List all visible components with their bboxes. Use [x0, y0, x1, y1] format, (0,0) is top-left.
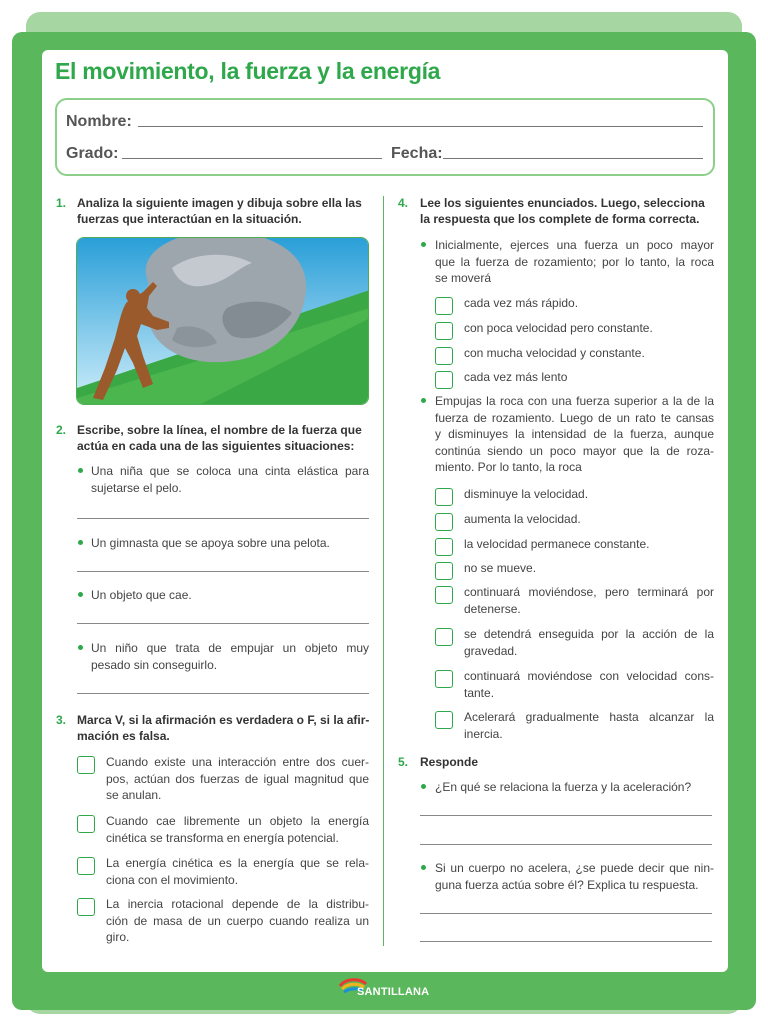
q4a-option-4-checkbox[interactable]: [435, 371, 453, 389]
q2-answer-line-3[interactable]: [77, 623, 369, 624]
bullet: [78, 592, 83, 597]
q4-statement-a: Inicialmente, ejerces una fuerza un poco mayor que la fuerza de rozamiento; por lo tanto, la roca se moverá: [435, 238, 714, 285]
q4a-option-1-checkbox[interactable]: [435, 297, 453, 315]
publisher-name: SANTILLANA: [357, 986, 430, 998]
q4a-option-3: con mucha velocidad y constante.: [464, 346, 645, 360]
question-2-text: Escribe, sobre la línea, el nombre de la fuerza que actúa en cada una de las siguientes situaciones:: [77, 423, 362, 453]
question-1-number: 1.: [56, 196, 67, 210]
bullet: [421, 242, 426, 247]
column-divider: [383, 196, 384, 946]
bullet: [78, 468, 83, 473]
question-4-text: Lee los siguientes enunciados. Luego, selecciona la respuesta que los complete de forma correcta.: [420, 196, 705, 226]
q2-item-2: Un gimnasta que se apoya sobre una pelota.: [91, 536, 330, 550]
name-field[interactable]: [138, 126, 703, 127]
q4b-option-4-checkbox[interactable]: [435, 562, 453, 580]
q3-checkbox-2[interactable]: [77, 815, 95, 833]
q4a-option-2-checkbox[interactable]: [435, 322, 453, 340]
q4b-option-2: aumenta la velocidad.: [464, 512, 581, 526]
q2-item-3: Un objeto que cae.: [91, 588, 192, 602]
q4b-option-1: disminuye la velocidad.: [464, 487, 589, 501]
bullet: [78, 645, 83, 650]
q4-statement-b: Empujas la roca con una fuerza superior a la de la fuerza de rozamiento. Luego de un rato te cansas y disminuyes la intensidad de la fuerza, aunque continúa siendo un poco mayor que la de roza- miento. Por lo tanto, la roca: [435, 394, 714, 474]
name-label: Nombre:: [66, 113, 132, 130]
q2-item-1: Una niña que se coloca una cinta elástica para sujetarse el pelo.: [91, 464, 369, 495]
q4a-option-3-checkbox[interactable]: [435, 347, 453, 365]
student-info-box: [55, 98, 715, 176]
q4b-option-6: se detendrá enseguida por la acción de la gravedad.: [464, 627, 714, 658]
q4a-option-4: cada vez más lento: [464, 370, 568, 384]
q5-answer-line-4[interactable]: [420, 941, 712, 942]
q4b-option-2-checkbox[interactable]: [435, 513, 453, 531]
page-title: El movimiento, la fuerza y la energía: [55, 58, 441, 84]
q3-statement-1: Cuando existe una interacción entre dos cuer- pos, actúan dos fuerzas de igual magnitud que se anulan.: [106, 755, 369, 802]
q3-statement-2: Cuando cae libremente un objeto la energía cinética se transforma en energía potencial.: [106, 814, 369, 845]
question-3-number: 3.: [56, 713, 67, 727]
q3-checkbox-3[interactable]: [77, 857, 95, 875]
bullet: [421, 398, 426, 403]
date-label: Fecha:: [391, 145, 443, 162]
q4b-option-7: continuará moviéndose con velocidad cons- tante.: [464, 669, 714, 700]
question-1-text: Analiza la siguiente imagen y dibuja sobre ella las fuerzas que interactúan en la situación.: [77, 196, 362, 226]
grade-label: Grado:: [66, 145, 119, 162]
question-3-text: Marca V, si la afirmación es verdadera o F, si la afir- mación es falsa.: [77, 713, 370, 743]
q5-answer-line-1[interactable]: [420, 815, 712, 816]
q2-item-4: Un niño que trata de empujar un objeto muy pesado sin conseguirlo.: [91, 641, 369, 672]
q3-checkbox-4[interactable]: [77, 898, 95, 916]
bullet: [421, 784, 426, 789]
q4b-option-3-checkbox[interactable]: [435, 538, 453, 556]
q4b-option-7-checkbox[interactable]: [435, 670, 453, 688]
grade-field[interactable]: [122, 158, 382, 159]
q4b-option-4: no se mueve.: [464, 561, 537, 575]
q5-item-1: ¿En qué se relaciona la fuerza y la aceleración?: [435, 780, 692, 794]
q4b-option-5-checkbox[interactable]: [435, 586, 453, 604]
q2-answer-line-2[interactable]: [77, 571, 369, 572]
q3-statement-4: La inercia rotacional depende de la distribu- ción de masa de un cuerpo cuando realiza un giro.: [106, 897, 369, 944]
question-2-number: 2.: [56, 423, 67, 437]
q2-answer-line-1[interactable]: [77, 518, 369, 519]
q4b-option-1-checkbox[interactable]: [435, 488, 453, 506]
q3-statement-3: La energía cinética es la energía que se rela- ciona con el movimiento.: [106, 856, 369, 887]
q4a-option-2: con poca velocidad pero constante.: [464, 321, 653, 335]
bullet: [78, 540, 83, 545]
q4b-option-6-checkbox[interactable]: [435, 628, 453, 646]
date-field[interactable]: [443, 158, 703, 159]
rock-pushing-drawing: [77, 238, 369, 405]
question-5-number: 5.: [398, 755, 409, 769]
q3-checkbox-1[interactable]: [77, 756, 95, 774]
rock-pushing-illustration[interactable]: [76, 237, 369, 405]
q2-answer-line-4[interactable]: [77, 693, 369, 694]
q5-item-2: Si un cuerpo no acelera, ¿se puede decir que nin- guna fuerza actúa sobre él? Explica tu respuesta.: [435, 861, 714, 892]
bullet: [421, 865, 426, 870]
q4b-option-8-checkbox[interactable]: [435, 711, 453, 729]
q5-answer-line-3[interactable]: [420, 913, 712, 914]
q4a-option-1: cada vez más rápido.: [464, 296, 579, 310]
question-5-text: Responde: [420, 755, 479, 769]
question-4-number: 4.: [398, 196, 409, 210]
q4b-option-8: Acelerará gradualmente hasta alcanzar la inercia.: [464, 710, 714, 741]
q4b-option-5: continuará moviéndose, pero terminará por detenerse.: [464, 585, 714, 616]
q4b-option-3: la velocidad permanece constante.: [464, 537, 650, 551]
q5-answer-line-2[interactable]: [420, 844, 712, 845]
